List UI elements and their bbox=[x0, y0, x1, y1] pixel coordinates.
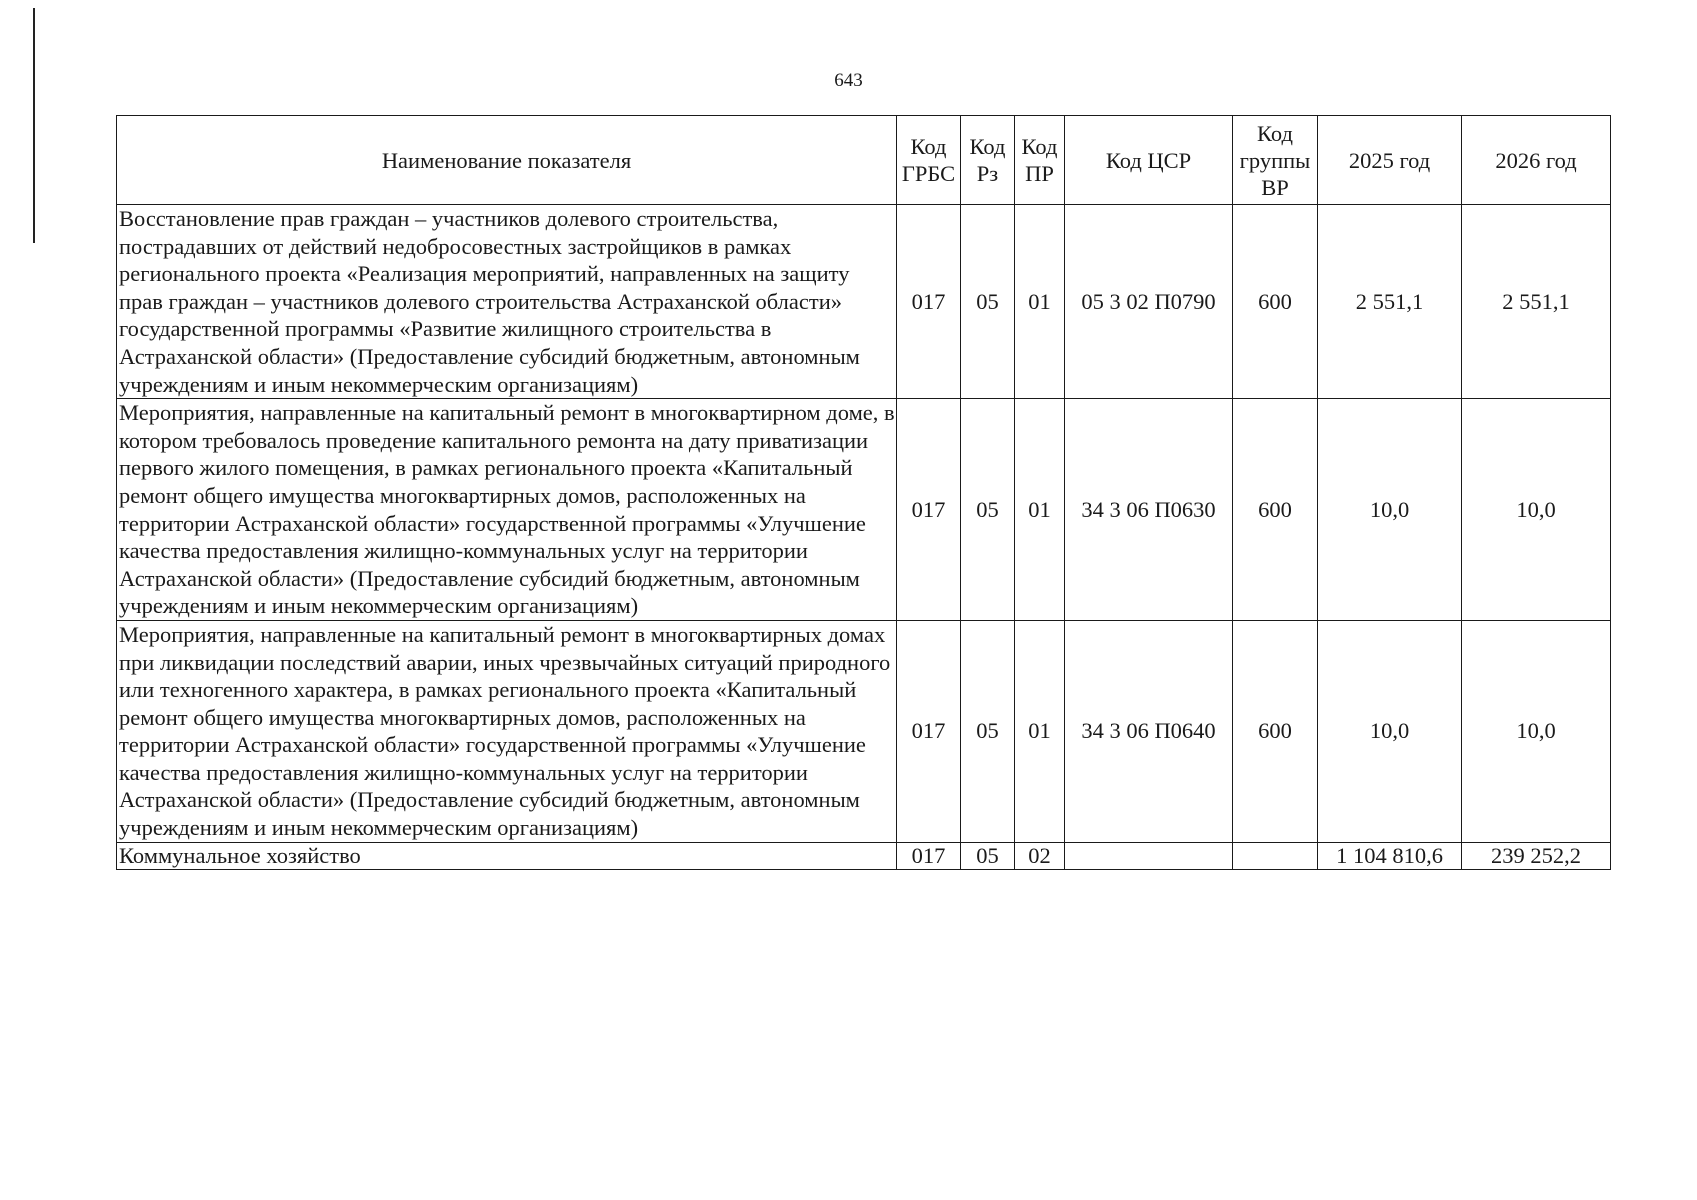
header-2026: 2026 год bbox=[1462, 116, 1611, 205]
header-csr: Код ЦСР bbox=[1065, 116, 1233, 205]
header-grbs: Код ГРБС bbox=[897, 116, 961, 205]
row-csr: 34 3 06 П0640 bbox=[1065, 620, 1233, 842]
row-pr: 01 bbox=[1015, 205, 1065, 399]
row-2026: 239 252,2 bbox=[1462, 842, 1611, 869]
row-2025: 1 104 810,6 bbox=[1318, 842, 1462, 869]
row-grbs: 017 bbox=[897, 205, 961, 399]
page-number: 643 bbox=[834, 70, 863, 91]
row-rz: 05 bbox=[961, 399, 1015, 621]
row-grbs: 017 bbox=[897, 842, 961, 869]
row-2025: 10,0 bbox=[1318, 399, 1462, 621]
row-csr: 05 3 02 П0790 bbox=[1065, 205, 1233, 399]
row-grbs: 017 bbox=[897, 620, 961, 842]
row-rz: 05 bbox=[961, 842, 1015, 869]
row-vr: 600 bbox=[1233, 205, 1318, 399]
binding-margin-line bbox=[33, 8, 35, 243]
row-vr: 600 bbox=[1233, 399, 1318, 621]
row-csr: 34 3 06 П0630 bbox=[1065, 399, 1233, 621]
row-grbs: 017 bbox=[897, 399, 961, 621]
row-2026: 2 551,1 bbox=[1462, 205, 1611, 399]
row-2025: 2 551,1 bbox=[1318, 205, 1462, 399]
row-rz: 05 bbox=[961, 620, 1015, 842]
table-row bbox=[117, 620, 1611, 842]
row-rz: 05 bbox=[961, 205, 1015, 399]
table-row bbox=[117, 205, 1611, 399]
row-2025: 10,0 bbox=[1318, 620, 1462, 842]
row-pr: 01 bbox=[1015, 620, 1065, 842]
header-2025: 2025 год bbox=[1318, 116, 1462, 205]
row-2026: 10,0 bbox=[1462, 620, 1611, 842]
row-pr: 01 bbox=[1015, 399, 1065, 621]
table-row-total bbox=[117, 842, 1611, 869]
row-name: Мероприятия, направленные на капитальный ремонт в многоквартирном доме, в котором требовалось проведение капитального ремонта на дату приватизации первого жилого помещения, в рамках регионального проекта «Капитальный ремонт общего имущества многоквартирных домов, расположенных на территории Астраханской области» государственной программы «Улучшение качества предоставления жилищно-коммунальных услуг на территории Астраханской области» (Предоставление субсидий бюджетным, автономным учреждениям и иным некоммерческим организациям) bbox=[117, 399, 897, 621]
row-vr: 600 bbox=[1233, 620, 1318, 842]
table-header-row bbox=[117, 116, 1611, 205]
header-name: Наименование показателя bbox=[117, 116, 897, 205]
header-pr: Код ПР bbox=[1015, 116, 1065, 205]
header-vr: Код группы ВР bbox=[1233, 116, 1318, 205]
budget-table bbox=[116, 115, 1611, 870]
table-row bbox=[117, 399, 1611, 621]
row-name: Мероприятия, направленные на капитальный ремонт в многоквартирных домах при ликвидации последствий аварии, иных чрезвычайных ситуаций природного или техногенного характера, в рамках регионального проекта «Капитальный ремонт общего имущества многоквартирных домов, расположенных на территории Астраханской области» государственной программы «Улучшение качества предоставления жилищно-коммунальных услуг на территории Астраханской области» (Предоставление субсидий бюджетным, автономным учреждениям и иным некоммерческим организациям) bbox=[117, 620, 897, 842]
header-rz: Код Рз bbox=[961, 116, 1015, 205]
row-2026: 10,0 bbox=[1462, 399, 1611, 621]
row-name: Восстановление прав граждан – участников долевого строительства, пострадавших от действий недобросовестных застройщиков в рамках регионального проекта «Реализация мероприятий, направленных на защиту прав граждан – участников долевого строительства Астраханской области» государственной программы «Развитие жилищного строительства в Астраханской области» (Предоставление субсидий бюджетным, автономным учреждениям и иным некоммерческим организациям) bbox=[117, 205, 897, 399]
row-vr bbox=[1233, 842, 1318, 869]
row-csr bbox=[1065, 842, 1233, 869]
row-pr: 02 bbox=[1015, 842, 1065, 869]
row-name: Коммунальное хозяйство bbox=[117, 842, 897, 869]
